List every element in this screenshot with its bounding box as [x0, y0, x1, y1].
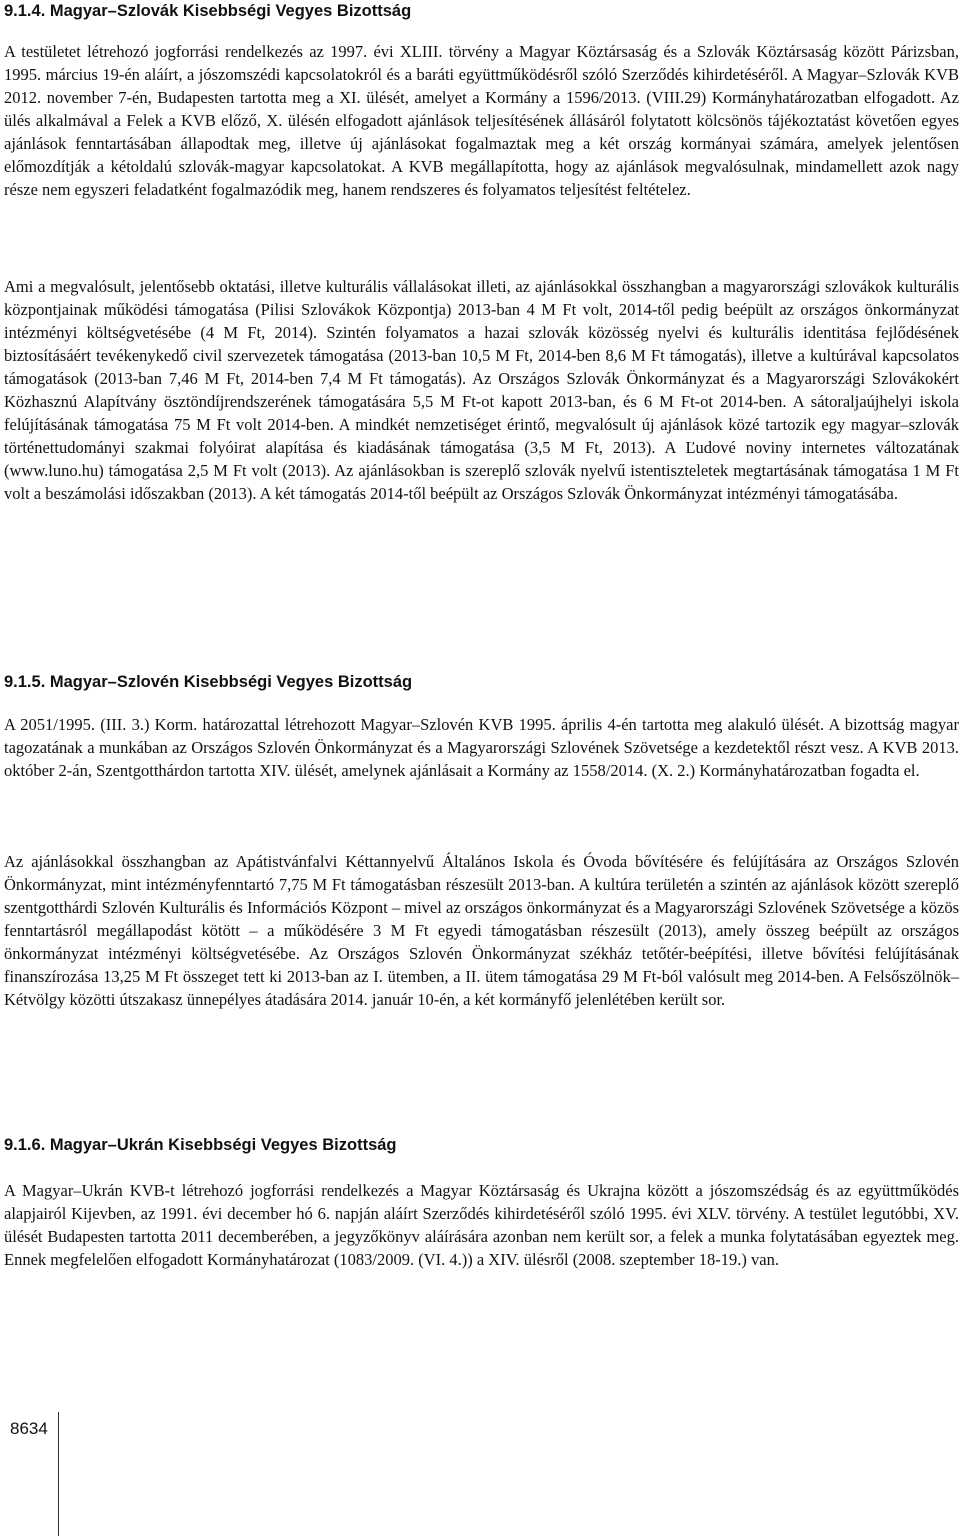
section-paragraph: A Magyar–Ukrán KVB-t létrehozó jogforrási rendelkezés a Magyar Köztársaság és Ukrajna között a jószomszédság és az együttműködés alapjairól Kijevben, az 1991. évi december hó 6. napján aláírt Szerződés kihirdetéséről szóló 1995. évi XLV. törvény. A testület legutóbbi, XV. ülését Budapesten tartotta 2011 decemberében, a jegyzőkönyv aláírására azonban nem került sor, a felek a munka folytatásában egyeztek meg. Ennek megfelelően elfogadott Kormányhatározat (1083/2009. (VI. 4.)) a XIV. ülésről (2008. szeptember 18-19.) van. — [4, 1181, 959, 1269]
section-paragraph: Az ajánlásokkal összhangban az Apátistvánfalvi Kéttannyelvű Általános Iskola és Óvoda bővítésére és felújítására az Országos Szlovén Önkormányzat, mint intézményfenntartó 7,75 M Ft támogatásban részesült 2013-ban. A kultúra területén a szintén az ajánlások között szereplő szentgotthárdi Szlovén Kulturális és Információs Központ – mivel az országos önkormányzat és a Magyarországi Szlovének Szövetsége a közös fenntartásról megállapodást kötött – a működésére 3 M Ft egyedi támogatásban részesült (2013), amely összeg beépült az országos önkormányzat intézményi költségvetésébe. Az Országos Szlovén Önkormányzat székház tetőtér-beépítési, illetve bővítési felújításának finanszírozása 13,25 M Ft összeget tett ki 2013-ban az I. ütemben, a II. ütem támogatása 29 M Ft-ból valósult meg 2014-ben. A Felsőszölnök–Kétvölgy közötti útszakasz ünnepélyes átadására 2014. január 10-én, a két kormányfő jelenlétében került sor. — [4, 852, 959, 1009]
section-paragraph: Ami a megvalósult, jelentősebb oktatási, illetve kulturális vállalásokat illeti, az ajánlásokkal összhangban a magyarországi szlovákok kulturális központjainak működési támogatása (Pilisi Szlovákok Központja) 2013-ban 4 M Ft volt, 2014-től pedig beépült az országos önkormányzat intézményi költségvetésébe (4 M Ft, 2014). Szintén folyamatos a hazai szlovák közösség nyelvi és kulturális identitása fejlődésének biztosításáért tevékenykedő civil szervezetek támogatása (2013-ban 10,5 M Ft, 2014-ben 8,6 M Ft támogatás), illetve a kultúrával kapcsolatos támogatások (2013-ban 7,46 M Ft, 2014-ben 7,4 M Ft támogatás). Az Országos Szlovák Önkormányzat és a Magyarországi Szlovákokért Közhasznú Alapítvány ösztöndíjrendszerének támogatására 5,5 M Ft-ot kapott 2013-ban, és 6 M Ft-ot 2014-ben. A sátoraljaújhelyi iskola felújításának támogatása 75 M Ft volt 2014-ben. A mindkét nemzetiséget érintő, megvalósult új ajánlások közé tartozik egy magyar–szlovák történettudományi szakmai folyóirat alapítása és kiadásának támogatása (3,5 M Ft, 2013). A Ľudové noviny internetes változatának (www.luno.hu) támogatása 2,5 M Ft volt (2013). Az ajánlásokban is szereplő szlovák nyelvű istentiszteletek megtartásának támogatása 1 M Ft volt a beszámolási időszakban (2013). A két támogatás 2014-től beépült az Országos Szlovák Önkormányzat intézményi támogatásába. — [4, 277, 959, 503]
section-heading-9-1-4: 9.1.4. Magyar–Szlovák Kisebbségi Vegyes Bizottság — [4, 2, 412, 20]
section-heading-9-1-6: 9.1.6. Magyar–Ukrán Kisebbségi Vegyes Bizottság — [4, 1136, 397, 1154]
page-number: 8634 — [10, 1419, 48, 1438]
section-paragraph: A 2051/1995. (III. 3.) Korm. határozattal létrehozott Magyar–Szlovén KVB 1995. április 4-én tartotta meg alakuló ülését. A bizottság magyar tagozatának a munkában az Országos Szlovén Önkormányzat és a Magyarországi Szlovének Szövetsége a kezdetektől részt vesz. A KVB 2013. október 2-án, Szentgotthárdon tartotta XIV. ülését, amelynek ajánlásait a Kormány az 1558/2014. (X. 2.) Kormányhatározatban fogadta el. — [4, 715, 959, 780]
section-paragraph: A testületet létrehozó jogforrási rendelkezés az 1997. évi XLIII. törvény a Magyar Köztársaság és a Szlovák Köztársaság között Párizsban, 1995. március 19-én aláírt, a jószomszédi kapcsolatokról és a baráti együttműködésről szóló Szerződés kihirdetéséről. A Magyar–Szlovák KVB 2012. november 7-én, Budapesten tartotta meg a XI. ülését, amelyet a Kormány a 1596/2013. (VIII.29) Kormányhatározatban elfogadott. Az ülés alkalmával a Felek a KVB előző, X. ülésén elfogadott ajánlások teljesítésének állásáról folytatott kölcsönös tájékoztatást követően egyes ajánlások fenntartásában állapodtak meg, illetve új ajánlásokat fogalmaztak meg a két ország kormányai számára, amelyek jelentősen előmozdítják a kétoldalú szlovák-magyar kapcsolatokat. A KVB megállapította, hogy az ajánlások megvalósulnak, mindamellett azok nagy része nem egyszeri feladatként fogalmazódik meg, hanem rendszeres és folyamatos teljesítést feltételez. — [4, 42, 959, 199]
section-heading-9-1-5: 9.1.5. Magyar–Szlovén Kisebbségi Vegyes Bizottság — [4, 673, 413, 691]
